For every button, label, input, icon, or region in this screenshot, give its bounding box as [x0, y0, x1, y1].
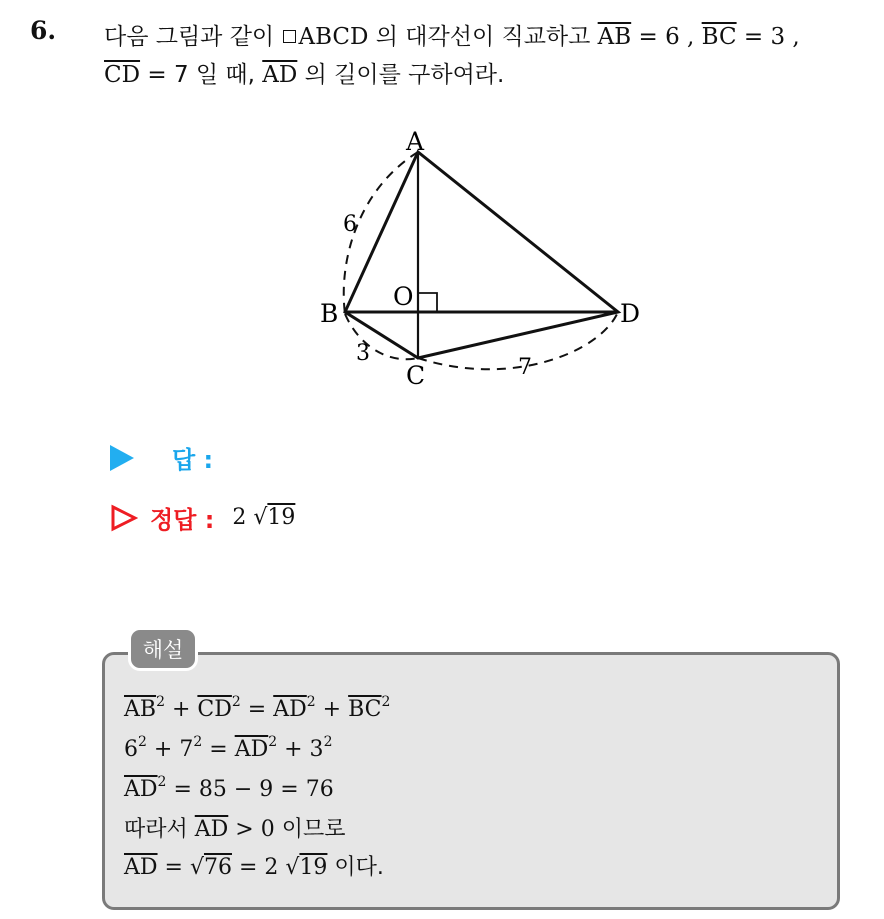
seg: $\overline{CD}$ — [197, 697, 232, 722]
solution-line-2 — [124, 734, 332, 762]
seg: $\overline{AD}$ — [273, 697, 307, 722]
sup: 2 — [193, 734, 203, 750]
solution-line-3 — [124, 774, 334, 802]
op: = 2 — [231, 855, 286, 880]
num: 6 — [124, 737, 138, 762]
seg: $\overline{AD}$ — [194, 817, 229, 842]
seg: $\overline{BC}$ — [348, 697, 382, 722]
op: + — [315, 697, 349, 722]
sup: 2 — [323, 734, 333, 750]
question-line-2 — [104, 56, 504, 89]
solution-line-4 — [124, 812, 345, 843]
sup: 2 — [156, 694, 165, 710]
sup: 2 — [138, 734, 147, 750]
correct-answer-value: 2 √19 — [232, 505, 296, 530]
solution-tab: 해설 — [128, 627, 198, 671]
sup: 2 — [381, 694, 391, 710]
solution-line-1 — [124, 694, 390, 722]
center-label-o: O — [393, 282, 414, 311]
text: 이다. — [327, 855, 384, 880]
segment-ad: $\overline{AD}$ — [262, 62, 298, 88]
segment-cd: $\overline{CD}$ — [104, 62, 141, 88]
correct-answer-label: 정답 : — [150, 506, 215, 534]
value-cd: = 7 일 때, — [140, 62, 263, 88]
op: = — [157, 855, 190, 880]
sup: 2 — [157, 774, 167, 790]
coef: 2 — [232, 505, 254, 530]
vertex-label-a: A — [406, 127, 425, 156]
length-label-bc: 3 — [356, 341, 370, 366]
op: = — [202, 737, 235, 762]
length-label-ab: 6 — [343, 212, 357, 237]
segment-ab: $\overline{AB}$ — [597, 24, 632, 50]
right-angle-mark — [418, 293, 437, 312]
sup: 2 — [231, 694, 241, 710]
seg: $\overline{AD}$ — [234, 737, 269, 762]
outline-triangle-icon — [110, 504, 138, 532]
question-number: 6. — [30, 16, 57, 45]
correct-answer-row — [110, 500, 295, 535]
radicand: 19 — [267, 505, 296, 530]
value-ab: = 6 , — [631, 24, 702, 50]
seg: $\overline{AD}$ — [124, 777, 158, 802]
value-bc: = 3 , — [736, 24, 800, 50]
question-text: 의 대각선이 직교하고 — [368, 24, 598, 50]
length-label-cd: 7 — [518, 355, 532, 380]
seg: $\overline{AB}$ — [124, 697, 157, 722]
text: 이므로 — [281, 817, 346, 842]
geometry-figure — [300, 118, 680, 398]
op: = 85 − 9 = 76 — [166, 777, 334, 802]
sup: 2 — [268, 734, 278, 750]
radicand: 76 — [203, 855, 232, 880]
sup: 2 — [306, 694, 316, 710]
op: + 3 — [277, 737, 324, 762]
question-text: 다음 그림과 같이 — [104, 24, 282, 50]
quadrilateral-abcd — [345, 152, 618, 358]
question-line-1 — [104, 18, 800, 51]
solution-line-5: $\overline{AD} = √76 = 2$ √19 이다. — [124, 855, 384, 880]
quad-name: ABCD — [298, 24, 369, 50]
filled-triangle-icon — [110, 445, 134, 471]
vertex-label-c: C — [406, 361, 426, 390]
op: = — [240, 697, 274, 722]
vertex-label-d: D — [620, 299, 641, 328]
square-symbol-icon — [283, 30, 296, 43]
radicand: 19 — [299, 855, 328, 880]
question-text: 의 길이를 구하여라. — [297, 62, 505, 88]
op: + 7 — [146, 737, 194, 762]
op: > 0 — [228, 817, 282, 842]
answer-row — [110, 440, 213, 475]
answer-label: 답 : — [172, 446, 214, 474]
text: 따라서 — [124, 817, 195, 842]
seg: $\overline{AD}$ — [124, 855, 158, 880]
op: + — [164, 697, 198, 722]
vertex-label-b: B — [320, 299, 339, 328]
segment-bc: $\overline{BC}$ — [701, 24, 737, 50]
